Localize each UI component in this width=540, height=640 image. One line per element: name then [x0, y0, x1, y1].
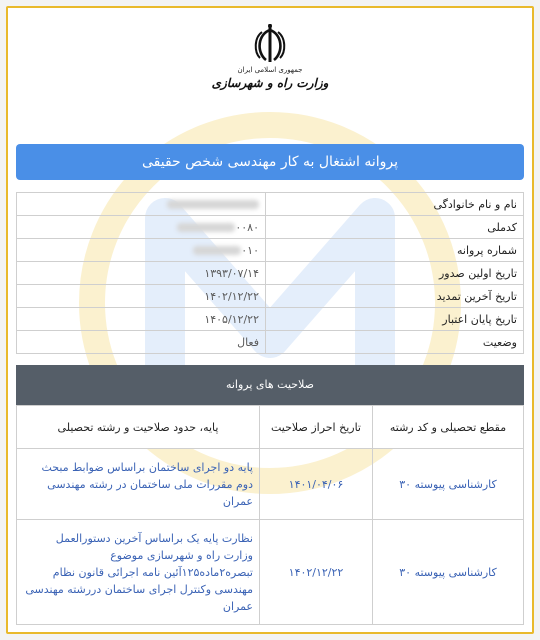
date-cell: ۱۴۰۱/۰۴/۰۶	[260, 449, 373, 520]
iran-emblem-icon	[250, 22, 290, 66]
table-row	[17, 449, 524, 520]
license-title-banner: پروانه اشتغال به کار مهندسی شخص حقیقی	[16, 144, 524, 180]
info-value-license-number: ۰۱۰	[17, 239, 266, 262]
info-label: تاریخ پایان اعتبار	[266, 308, 524, 331]
date-cell: ۱۴۰۲/۱۲/۲۲	[260, 520, 373, 625]
info-row-name	[17, 193, 524, 216]
info-row-national-code	[17, 216, 524, 239]
table-row	[17, 520, 524, 625]
info-value-name	[17, 193, 266, 216]
info-row-status	[17, 331, 524, 354]
document-frame	[6, 6, 534, 634]
qualifications-table	[16, 405, 524, 625]
info-row-license-number	[17, 239, 524, 262]
info-value-national-code: ۰۰۸۰	[17, 216, 266, 239]
header	[8, 22, 532, 90]
scope-cell: پایه دو اجرای ساختمان براساس ضوابط مبحث دوم مقررات ملی ساختمان در رشته مهندسی عمران	[17, 449, 260, 520]
header-degree: مقطع تحصیلی و کد رشته	[373, 406, 524, 449]
degree-cell: کارشناسی پیوسته ۳۰	[373, 449, 524, 520]
info-label: شماره پروانه	[266, 239, 524, 262]
info-value-first-issue: ۱۳۹۳/۰۷/۱۴	[17, 262, 266, 285]
header-date: تاریخ احراز صلاحیت	[260, 406, 373, 449]
ministry-name: وزارت راه و شهرسازی	[211, 76, 329, 90]
qualifications-title: صلاحیت های پروانه	[16, 365, 524, 405]
info-row-last-renewal	[17, 285, 524, 308]
info-label: نام و نام خانوادگی	[266, 193, 524, 216]
info-label: تاریخ اولین صدور	[266, 262, 524, 285]
info-label: وضعیت	[266, 331, 524, 354]
license-info-table	[16, 192, 524, 354]
redacted-value	[193, 246, 241, 255]
info-value-last-renewal: ۱۴۰۲/۱۲/۲۲	[17, 285, 266, 308]
info-row-expiry	[17, 308, 524, 331]
info-row-first-issue	[17, 262, 524, 285]
header-scope: پایه، حدود صلاحیت و رشته تحصیلی	[17, 406, 260, 449]
info-label: تاریخ آخرین تمدید	[266, 285, 524, 308]
scope-cell: نظارت پایه یک براساس آخرین دستورالعمل وزارت راه و شهرسازی موضوع تبصره۲ماده۱۲۵آئین نامه اجرائی قانون نظام مهندسی وکنترل اجرای ساختمان دررشته مهندسی عمران	[17, 520, 260, 625]
status-value: فعال	[17, 331, 266, 354]
redacted-value	[167, 200, 259, 209]
info-label: کدملی	[266, 216, 524, 239]
redacted-value	[177, 223, 235, 232]
degree-cell: کارشناسی پیوسته ۳۰	[373, 520, 524, 625]
country-name: جمهوری اسلامی ایران	[237, 66, 303, 74]
qualifications-header-row	[17, 406, 524, 449]
info-value-expiry: ۱۴۰۵/۱۲/۲۲	[17, 308, 266, 331]
